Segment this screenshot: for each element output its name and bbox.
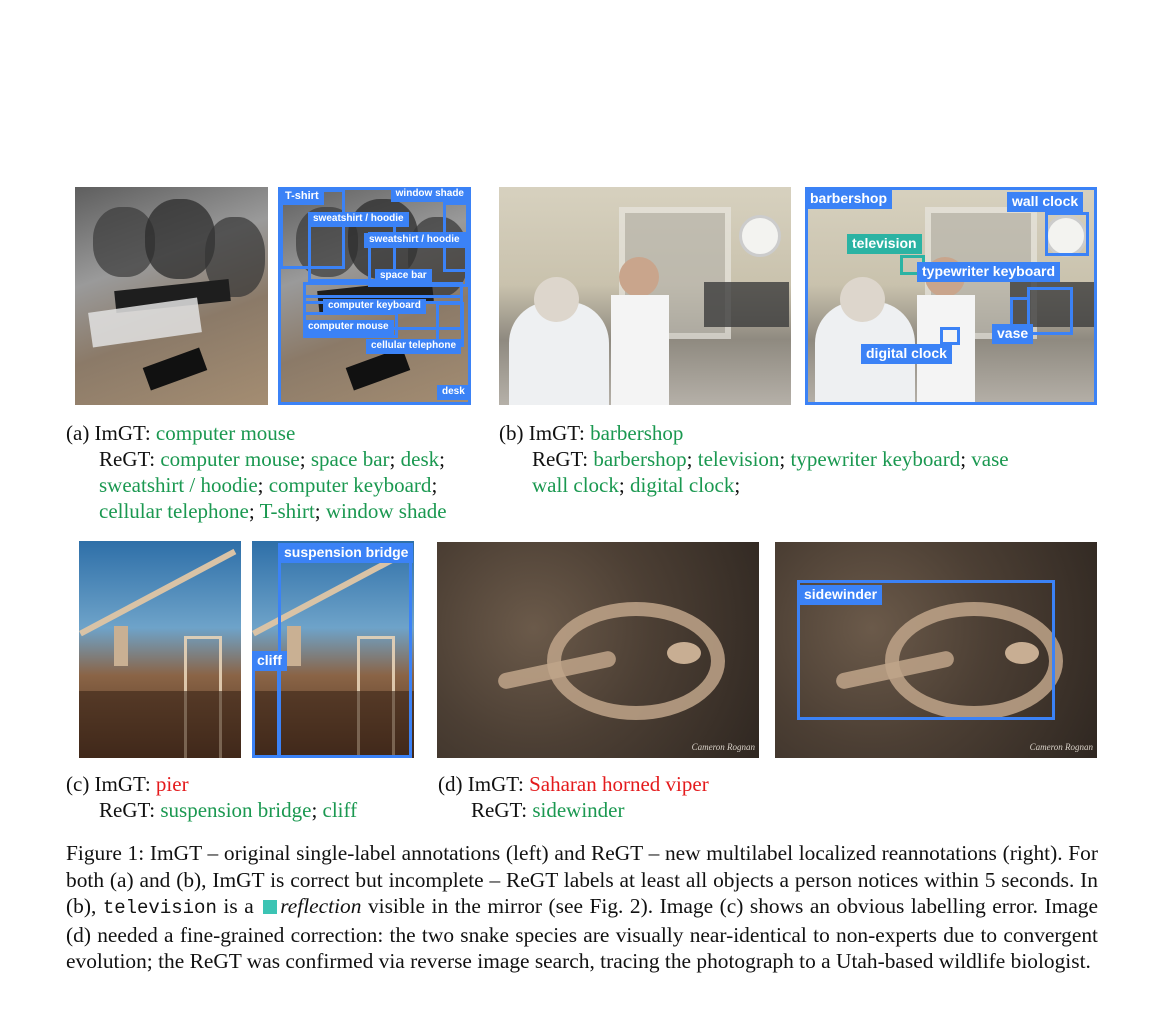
label-cliff: cliff [252, 651, 287, 671]
photo-c-original [79, 541, 241, 758]
label-typewriter-keyboard: typewriter keyboard [917, 262, 1060, 282]
label-vase: vase [992, 324, 1033, 344]
watermark-d-annotated: Cameron Rognan [1029, 742, 1093, 752]
box-wall-clock [1045, 212, 1089, 256]
label-computer-keyboard: computer keyboard [323, 299, 426, 314]
photo-d-annotated [775, 542, 1097, 758]
photo-c-annotated [252, 541, 414, 758]
caption-b: (b) ImGT: barbershop ReGT: barbershop; television; typewriter keyboard; vase wall clock; digital clock; [499, 421, 1009, 497]
box-digital-clock [940, 327, 960, 345]
code-television: television [102, 897, 217, 919]
caption-d: (d) ImGT: Saharan horned viper ReGT: sidewinder [438, 772, 709, 822]
photo-a-annotated [278, 187, 471, 405]
photo-d-original [437, 542, 759, 758]
label-sweatshirt-2: sweatshirt / hoodie [364, 233, 465, 248]
label-window-shade: window shade [391, 187, 469, 202]
caption-c: (c) ImGT: pier ReGT: suspension bridge; cliff [66, 772, 358, 822]
label-tshirt: T-shirt [280, 189, 324, 205]
label-digital-clock: digital clock [861, 344, 952, 364]
label-computer-mouse: computer mouse [303, 320, 394, 335]
label-barbershop: barbershop [805, 189, 892, 209]
label-suspension-bridge: suspension bridge [279, 543, 413, 563]
caption-a: (a) ImGT: computer mouse ReGT: computer mouse; space bar; desk; sweatshirt / hoodie; computer keyboard; cellular telephone; T-shirt; window shade [66, 421, 447, 523]
label-cellular-telephone: cellular telephone [366, 339, 461, 354]
teal-square-icon [263, 900, 277, 914]
label-sidewinder: sidewinder [799, 585, 882, 605]
label-space-bar: space bar [375, 269, 432, 284]
figure-caption: Figure 1: ImGT – original single-label annotations (left) and ReGT – new multilabel localized reannotations (right). For both (a) and (b), ImGT is correct but incomplete – ReGT labels at least all objects a person notices within 5 seconds. In (b), television is a reflection visible in the mirror (see Fig. 2). Image (c) shows an obvious labelling error. Image (d) needed a fine-grained correction: the two snake species are visually near-identical to non-experts due to convergent evolution; the ReGT was confirmed via reverse image search, tracing the photograph to a Utah-based wildlife biologist. [66, 841, 1099, 973]
label-desk: desk [437, 385, 470, 400]
photo-a-original [75, 187, 268, 405]
box-typewriter-keyboard [1027, 287, 1073, 335]
photo-b-annotated [805, 187, 1097, 405]
photo-b-original [499, 187, 791, 405]
watermark-d: Cameron Rognan [691, 742, 755, 752]
label-sweatshirt-1: sweatshirt / hoodie [308, 212, 409, 227]
label-television: television [847, 234, 922, 254]
box-suspension-bridge [278, 543, 412, 758]
label-wall-clock: wall clock [1007, 192, 1083, 212]
